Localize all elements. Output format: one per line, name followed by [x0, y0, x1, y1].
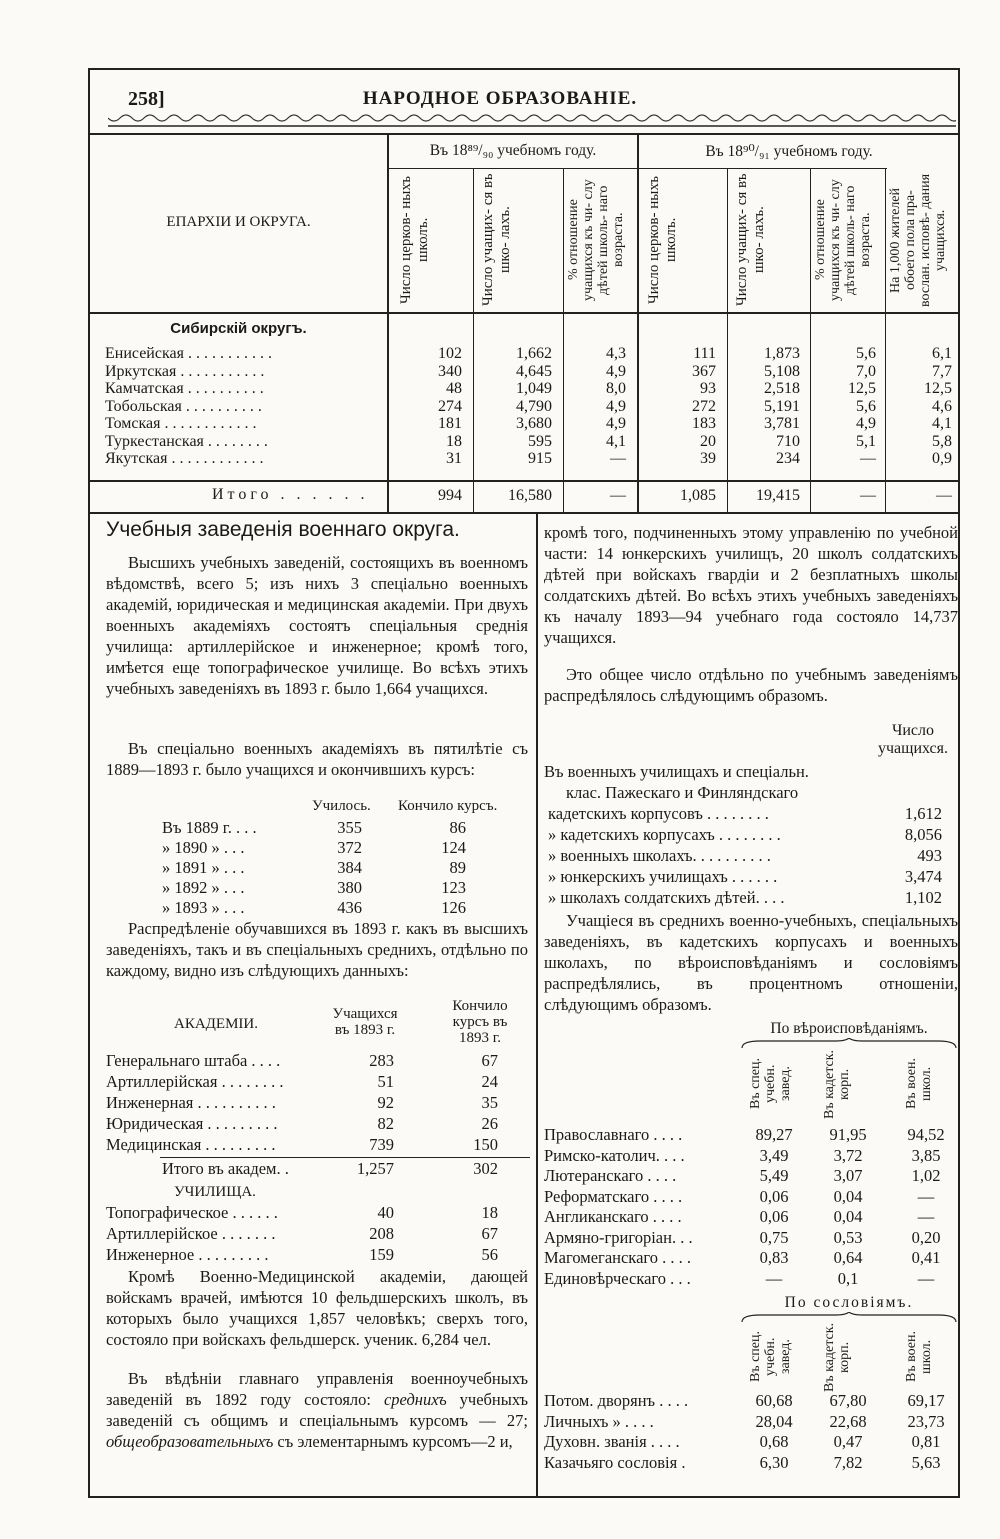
- academy-total-finished: 302: [473, 1159, 498, 1178]
- academy-name: Юридическая . . . . . . . . .: [106, 1114, 278, 1133]
- total-label: Итого . . . . . .: [212, 486, 369, 503]
- estate-value: 22,68: [829, 1411, 867, 1431]
- table-cell: 93: [700, 380, 716, 397]
- studied-value: 436: [337, 898, 362, 917]
- religion-value: 0,04: [833, 1207, 863, 1226]
- religion-name: Единовѣрческаго . . .: [544, 1268, 691, 1288]
- finished-value: 123: [441, 878, 466, 897]
- religion-value: —: [917, 1186, 935, 1206]
- school-students: 159: [369, 1245, 394, 1264]
- distribution-label: » кадетскихъ корпусахъ . . . . . . . .: [548, 825, 781, 844]
- col-header-3: % отношение учащихся къ чи- слу дѣтей школь- наго возраста.: [566, 179, 626, 301]
- school-finished: 18: [481, 1203, 498, 1222]
- col-header-4: Число церков- ныхъ школъ.: [646, 176, 679, 304]
- religion-value: 3,85: [911, 1145, 941, 1165]
- p5-part-a: Въ вѣдѣнiи главнаго управленiя военноучебныхъ заведенiй въ 1892 году состояло:: [106, 1369, 528, 1409]
- finished-value: 126: [441, 898, 466, 917]
- col-header-1: Число церков- ныхъ школъ.: [398, 176, 431, 304]
- religion-value: —: [917, 1268, 935, 1288]
- religion-name: Армяно-григорiан. . .: [544, 1227, 693, 1247]
- studied-value: 355: [337, 818, 362, 837]
- religion-value: 1,02: [911, 1166, 941, 1185]
- total-cell: —: [610, 487, 626, 504]
- table-cell: 48: [446, 380, 462, 397]
- total-cell: —: [936, 487, 952, 504]
- schools-head: УЧИЛИЩА.: [174, 1184, 256, 1200]
- table-cell: 183: [692, 415, 716, 432]
- table-cell: 102: [438, 345, 462, 362]
- table-cell: 12,5: [924, 380, 952, 397]
- estate-name: Личныхъ » . . . .: [544, 1411, 654, 1431]
- estate-name: Казачьяго сословiя .: [544, 1452, 686, 1472]
- table-cell: 7,0: [856, 362, 876, 380]
- left-paragraph-5: [106, 1368, 528, 1452]
- total-cell: 19,415: [756, 487, 800, 504]
- religion-value: —: [917, 1207, 935, 1226]
- col-header-7: На 1,000 жителей обоего пола пра- вослан. исповѣ- дания учащихся.: [888, 173, 948, 307]
- table-cell: 2,518: [764, 380, 800, 397]
- estate-name: Духовн. званiя . . . .: [544, 1432, 680, 1451]
- religion-value: 89,27: [755, 1125, 793, 1144]
- religion-name: Магомеганскаго . . . .: [544, 1248, 691, 1267]
- section-heading: Учебныя заведенiя военнаго округа.: [106, 518, 460, 541]
- table-cell: 5,6: [856, 397, 876, 415]
- left-paragraph-2: Въ спецiально военныхъ академiяхъ въ пятилѣтiе съ 1889—1893 г. было учащихся и окончившихъ курсъ:: [106, 739, 528, 779]
- academy-name: Инженерная . . . . . . . . . .: [106, 1093, 276, 1112]
- religion-value: 94,52: [907, 1125, 945, 1144]
- academy-finished: 24: [481, 1072, 498, 1091]
- estate-value: 23,73: [907, 1411, 945, 1431]
- religion-name: Римско-католич. . . .: [544, 1145, 685, 1165]
- religion-value: 3,07: [833, 1166, 863, 1185]
- religion-value: 5,49: [759, 1166, 789, 1185]
- estate-value: 60,68: [755, 1391, 793, 1410]
- table-cell: 4,6: [932, 397, 952, 415]
- religion-col-3: Въ воен. школ.: [904, 1058, 934, 1110]
- estate-value: 0,81: [911, 1432, 941, 1451]
- studied-value: 372: [337, 838, 362, 857]
- religion-value: 0,20: [911, 1227, 941, 1247]
- table-cell: 4,790: [516, 397, 552, 415]
- eparchy-name: Томская . . . . . . . . . . . .: [105, 415, 257, 432]
- table-cell: —: [610, 450, 626, 467]
- acad-head-finished: Кончило курсъ въ 1893 г.: [452, 998, 508, 1046]
- table-cell: 12,5: [848, 380, 876, 397]
- distribution-value: 3,474: [904, 867, 942, 886]
- number-of-students-head: Число учащихся.: [877, 722, 949, 757]
- religion-value: 91,95: [829, 1125, 867, 1144]
- table-cell: 6,1: [932, 345, 952, 362]
- right-paragraph-3: Учащiеся въ среднихъ военно-учебныхъ, спецiальныхъ заведенiяхъ, въ кадетскихъ корпусахъ и военныхъ школахъ, по вѣроисповѣданiямъ и сословiямъ распредѣлялись, въ процентномъ отношенiи, слѣдующимъ образомъ.: [544, 911, 958, 1014]
- school-name: Артиллерiйское . . . . . . .: [106, 1224, 276, 1243]
- religion-value: 0,53: [833, 1227, 863, 1247]
- table-cell: 4,9: [606, 415, 626, 432]
- p5-part-e: съ элементарнымъ курсомъ—2 и,: [277, 1432, 513, 1451]
- religion-name: Англиканскаго . . . .: [544, 1207, 682, 1226]
- table-cell: 31: [446, 450, 462, 467]
- studied-value: 380: [337, 878, 362, 897]
- academy-name: Генеральнаго штаба . . . .: [106, 1051, 281, 1070]
- year-label: Въ 1889 г. . . .: [162, 818, 257, 837]
- religion-value: —: [765, 1268, 783, 1288]
- estate-col-1: Въ спец. учебн. завед.: [748, 1331, 793, 1383]
- estate-value: 6,30: [759, 1452, 789, 1472]
- row-header: ЕПАРХIИ И ОКРУГА.: [166, 214, 311, 230]
- estate-value: 7,82: [833, 1452, 863, 1472]
- table-cell: 5,8: [932, 432, 952, 450]
- academy-name: Медицинская . . . . . . . . .: [106, 1135, 276, 1154]
- table-cell: 1,873: [764, 345, 800, 362]
- table-cell: 5,6: [856, 345, 876, 362]
- table-cell: 20: [700, 432, 716, 450]
- table-cell: 181: [438, 415, 462, 432]
- finished-value: 89: [449, 858, 466, 877]
- academy-students: 283: [369, 1051, 394, 1070]
- eparchy-name: Туркестанская . . . . . . . .: [105, 432, 268, 450]
- table-cell: 5,1: [856, 432, 876, 450]
- wavy-rule: [108, 114, 956, 128]
- religion-value: 3,49: [759, 1145, 789, 1165]
- table-cell: 3,680: [516, 415, 552, 432]
- right-paragraph-1: кромѣ того, подчиненныхъ этому управленiю по учебной части: 14 юнкерскихъ училищъ, 20 школъ солдатскихъ дѣтей при войскахъ гвардiи и 2 безплатныхъ школы солдатскихъ дѣтей. Во всѣхъ этихъ учебныхъ заведенiяхъ къ началу 1893—94 учебнаго года состояло 14,737 учащихся.: [544, 523, 958, 647]
- year2-label: Въ 18⁹⁰/₉₁ учебномъ году.: [705, 143, 873, 160]
- total-cell: 1,085: [680, 487, 716, 504]
- eparchy-name: Иркутская . . . . . . . . . . .: [105, 362, 265, 380]
- table-cell: 710: [776, 432, 800, 450]
- table-cell: 0,9: [932, 450, 952, 467]
- eparchy-name: Енисейская . . . . . . . . . . .: [105, 345, 272, 362]
- estate-value: 0,68: [759, 1432, 789, 1451]
- studied-value: 384: [337, 858, 362, 877]
- table-cell: 234: [776, 450, 800, 467]
- table-cell: 111: [693, 345, 716, 362]
- district-title: Сибирскiй округъ.: [170, 320, 307, 337]
- p5-part-c: учебныхъ заведенiй съ общимъ и спецiальнымъ курсомъ — 27;: [106, 1390, 528, 1430]
- distribution-label: » школахъ солдатскихъ дѣтей. . . .: [548, 888, 785, 907]
- distribution-label: » военныхъ школахъ. . . . . . . . . .: [548, 846, 771, 865]
- academy-students: 82: [377, 1114, 394, 1133]
- distribution-value: 493: [917, 846, 942, 865]
- table-cell: 5,108: [764, 362, 800, 380]
- left-paragraph-1: Высшихъ учебныхъ заведенiй, состоящихъ въ военномъ вѣдомствѣ, всего 5; изъ нихъ 3 спецiально военныхъ академiй, юридическая и медицинская академiи. При двухъ военныхъ академiяхъ состоятъ спецiальныя среднiя училища: артиллерiйское и инженерное; кромѣ того, имѣется еще топографическое училище. Во всѣхъ этихъ учебныхъ заведенiяхъ въ 1893 г. было 1,664 учащихся.: [106, 553, 528, 698]
- religion-value: 0,04: [833, 1186, 863, 1206]
- year-label: » 1890 » . . .: [162, 838, 245, 857]
- year1-label: Въ 18⁸⁹/₉₀ учебномъ году.: [429, 142, 597, 159]
- page-number: 258]: [128, 88, 165, 110]
- religion-value: 0,06: [759, 1186, 789, 1206]
- religion-value: 0,1: [837, 1268, 859, 1288]
- school-name: Топографическое . . . . . .: [106, 1203, 278, 1222]
- table-cell: 367: [692, 362, 716, 380]
- religion-value: 0,83: [759, 1248, 789, 1267]
- estate-value: 28,04: [755, 1411, 793, 1431]
- p5-part-b: среднихъ: [383, 1390, 447, 1409]
- table-cell: 340: [438, 362, 462, 380]
- religion-value: 0,64: [833, 1248, 863, 1267]
- religion-title: По вѣроисповѣданiямъ.: [770, 1020, 928, 1037]
- col-header-5: Число учащих- ся въ шко- лахъ.: [734, 173, 767, 307]
- table-cell: 272: [692, 397, 716, 415]
- religion-name: Православнаго . . . .: [544, 1125, 683, 1144]
- academy-finished: 26: [481, 1114, 498, 1133]
- table-cell: 3,781: [764, 415, 800, 432]
- table-cell: 7,7: [932, 362, 952, 380]
- academy-total-students: 1,257: [356, 1159, 394, 1178]
- years-head-finished: Кончило курсъ.: [398, 798, 498, 814]
- academy-name: Артиллерiйская . . . . . . . .: [106, 1072, 284, 1091]
- table-cell: 4,3: [606, 345, 626, 362]
- religion-value: 0,06: [759, 1207, 789, 1226]
- col-header-6: % отношение учащихся къ чи- слу дѣтей школь- наго возраста.: [813, 179, 873, 301]
- estate-col-2: Въ кадетск. корп.: [822, 1322, 852, 1392]
- estate-value: 69,17: [907, 1391, 945, 1410]
- estate-value: 67,80: [829, 1391, 867, 1410]
- eparchy-name: Камчатская . . . . . . . . . .: [105, 380, 264, 397]
- col-header-2: Число учащих- ся въ шко- лахъ.: [480, 173, 513, 307]
- table-cell: —: [860, 450, 876, 467]
- right-paragraph-2: Это общее число отдѣльно по учебнымъ заведенiямъ распредѣлялось слѣдующимъ образомъ.: [544, 665, 958, 705]
- total-cell: 994: [438, 487, 462, 504]
- left-paragraph-4: Кромѣ Военно-Медицинской академiи, дающей войскамъ врачей, имѣются 10 фельдшерскихъ школъ, въ которыхъ было учащихся 1,857 человѣкъ; сверхъ того, состояло при войскахъ фельдшерск. ученик. 6,284 чел.: [106, 1267, 528, 1349]
- academy-finished: 67: [481, 1051, 498, 1070]
- academy-finished: 150: [473, 1135, 498, 1154]
- table-cell: 1,049: [516, 380, 552, 397]
- religion-name: Реформатскаго . . . .: [544, 1186, 683, 1206]
- table-cell: 4,9: [606, 362, 626, 380]
- year-label: » 1893 » . . .: [162, 898, 245, 917]
- school-finished: 67: [481, 1224, 498, 1243]
- academy-students: 92: [377, 1093, 394, 1112]
- religion-value: 0,41: [911, 1248, 941, 1267]
- years-head-studied: Училось.: [312, 798, 371, 814]
- estate-value: 0,47: [833, 1432, 863, 1451]
- table-cell: 4,1: [932, 415, 952, 432]
- table-cell: 18: [446, 432, 462, 450]
- eparchy-name: Якутская . . . . . . . . . . . .: [105, 450, 264, 467]
- table-cell: 5,191: [764, 397, 800, 415]
- acad-head-name: АКАДЕМIИ.: [174, 1016, 258, 1032]
- table-cell: 4,1: [606, 432, 626, 450]
- p5-part-d: общеобразовательныхъ: [106, 1432, 274, 1451]
- finished-value: 86: [449, 818, 466, 837]
- total-cell: —: [860, 487, 876, 504]
- finished-value: 124: [441, 838, 466, 857]
- estate-value: 5,63: [911, 1452, 941, 1472]
- estate-name: Потом. дворянъ . . . .: [544, 1391, 689, 1410]
- table-cell: 4,645: [516, 362, 552, 380]
- table-cell: 4,9: [856, 415, 876, 432]
- table-cell: 1,662: [516, 345, 552, 362]
- academy-total-label: Итого въ академ. .: [162, 1159, 289, 1178]
- table-cell: 39: [700, 450, 716, 467]
- school-students: 208: [369, 1224, 394, 1243]
- year-label: » 1892 » . . .: [162, 878, 245, 897]
- year-label: » 1891 » . . .: [162, 858, 245, 877]
- page-title: НАРОДНОЕ ОБРАЗОВАНIЕ.: [362, 88, 638, 109]
- distribution-value: 1,612: [904, 804, 942, 823]
- religion-col-1: Въ спец. учебн. завед.: [748, 1058, 793, 1110]
- distribution-label: клас. Пажескаго и Финляндскаго: [566, 783, 799, 802]
- distribution-label: Въ военныхъ училищахъ и спецiальн.: [544, 762, 809, 781]
- distribution-label: » юнкерскихъ училищахъ . . . . . .: [548, 867, 778, 886]
- estate-col-3: Въ воен. школ.: [904, 1331, 934, 1383]
- table-cell: 595: [528, 432, 552, 450]
- distribution-value: 1,102: [904, 888, 942, 907]
- total-cell: 16,580: [508, 487, 552, 504]
- religion-value: 0,75: [759, 1227, 789, 1247]
- religion-col-2: Въ кадетск. корп.: [822, 1049, 852, 1119]
- academy-students: 739: [369, 1135, 394, 1154]
- left-paragraph-3: Распредѣленiе обучавшихся въ 1893 г. какъ въ высшихъ заведенiяхъ, такъ и въ спецiальныхъ среднихъ, отдѣльно по каждому, видно изъ слѣдующихъ данныхъ:: [106, 919, 528, 980]
- eparchy-name: Тобольская . . . . . . . . . .: [105, 397, 262, 415]
- table-cell: 274: [438, 397, 462, 415]
- religion-name: Лютеранскаго . . . .: [544, 1166, 677, 1185]
- distribution-value: 8,056: [904, 825, 942, 844]
- school-finished: 56: [481, 1245, 498, 1264]
- estate-title: По сословiямъ.: [784, 1294, 914, 1311]
- table-cell: 8,0: [606, 380, 626, 397]
- religion-value: 3,72: [833, 1145, 863, 1165]
- academy-students: 51: [377, 1072, 394, 1091]
- academy-finished: 35: [481, 1093, 498, 1112]
- school-students: 40: [377, 1203, 394, 1222]
- table-cell: 915: [528, 450, 552, 467]
- distribution-label: кадетскихъ корпусовъ . . . . . . . .: [548, 804, 769, 823]
- column-divider: [536, 512, 538, 1498]
- school-name: Инженерное . . . . . . . . .: [106, 1245, 269, 1264]
- acad-head-students: Учащихся въ 1893 г.: [332, 1006, 398, 1038]
- table-cell: 4,9: [606, 397, 626, 415]
